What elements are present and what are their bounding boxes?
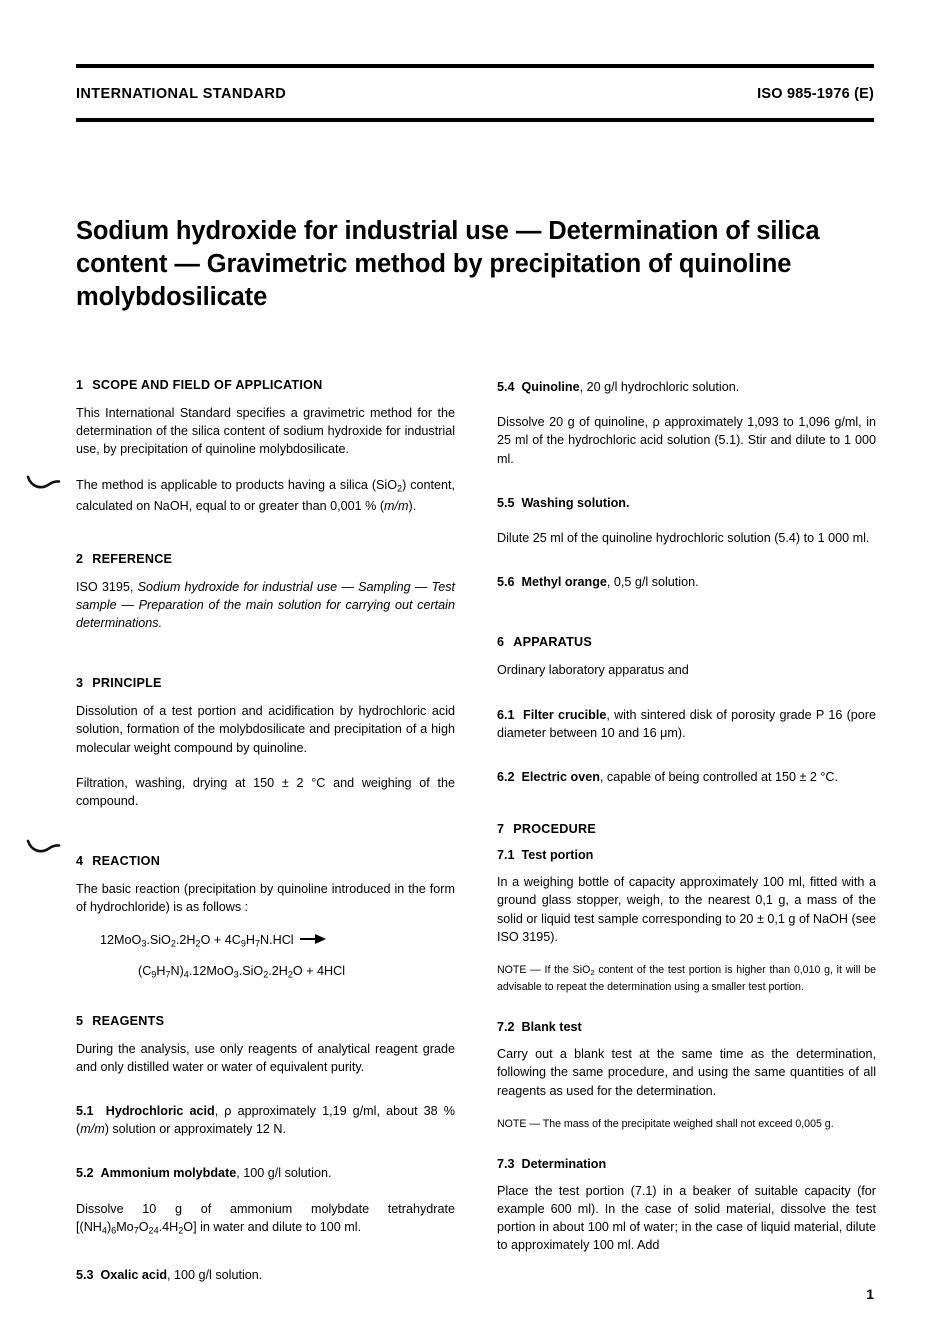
italic-run: Sodium hydroxide for industrial use — Sampling — Test sample — Preparation of the main solution for carrying out certain determinations. [76, 579, 455, 630]
note-7-2: NOTE — The mass of the precipitate weighed shall not exceed 0,005 g. [497, 1117, 834, 1130]
reagent-item-5-2 [76, 1164, 455, 1182]
paragraph-principle-1: Dissolution of a test portion and acidification by hydrochloric acid solution, formation of the molybdosilicate and precipitation of a high molecular weight compound by quinoline. [76, 704, 455, 755]
reagent-item-5-3 [76, 1266, 455, 1284]
reagent-item-5-5 [497, 494, 876, 512]
item-name: Methyl orange [521, 575, 607, 590]
reagent-item-5-1 [76, 1102, 455, 1138]
section-number: 7 [497, 822, 505, 837]
section-heading-1 [76, 378, 455, 392]
text-run: NOTE — If the SiO [497, 964, 591, 977]
item-name: Filter crucible [523, 707, 607, 722]
paragraph-7-3-body: Place the test portion (7.1) in a beaker of suitable capacity (for example 600 ml). In the case of solid material, dissolve the test portion in about 100 ml of water; in the case of liquid material, dilute to approximately 100 ml. Add [497, 1183, 876, 1253]
paragraph-7-1-body: In a weighing bottle of capacity approximately 100 ml, fitted with a ground glass stopper, weigh, to the nearest 0,1 g, a mass of the solid or liquid test sample corresponding to 20 ± 0,1 g of NaOH (see ISO 3195). [497, 875, 876, 944]
header-row [76, 68, 874, 118]
header-standard-number: ISO 985-1976 (E) [757, 86, 874, 102]
section-heading-4 [76, 854, 455, 868]
subscript: 2 [397, 483, 403, 494]
item-number: 5.5 [497, 495, 515, 510]
text-run: , 20 g/l hydrochloric solution. [579, 380, 740, 394]
item-name: Hydrochloric acid [105, 1104, 215, 1119]
item-name: Oxalic acid [100, 1267, 168, 1282]
text-run: , with sintered disk of porosity grade P 16 (pore diameter between 10 and 16 μm). [497, 707, 876, 740]
header-rule-bottom [76, 118, 874, 122]
subscript: 2 [590, 968, 595, 978]
text-run: , 100 g/l solution. [236, 1166, 332, 1181]
section-number: 1 [76, 378, 84, 392]
text-run: content of the test portion is higher than 0,010 g, it will be advisable to repeat the determination using a smaller test portion. [497, 964, 876, 994]
section-heading-6 [497, 635, 876, 649]
page-header [76, 64, 874, 122]
section-number: 5 [76, 1013, 84, 1028]
item-number: 5.6 [497, 575, 515, 590]
paragraph-5-5-body: Dilute 25 ml of the quinoline hydrochloric solution (5.4) to 1 000 ml. [497, 531, 870, 546]
subsection-title: Determination [521, 1156, 607, 1171]
section-heading-3 [76, 676, 455, 690]
italic-run: m/m [384, 499, 409, 514]
section-number: 4 [76, 854, 84, 869]
paragraph-principle-2: Filtration, washing, drying at 150 ± 2 °C and weighing of the compound. [76, 775, 455, 808]
section-title: REAGENTS [92, 1013, 165, 1028]
section-heading-7 [497, 822, 876, 836]
text-run: ISO 3195, [76, 579, 138, 594]
paragraph-scope-2 [76, 476, 455, 516]
paragraph-reagents-intro: During the analysis, use only reagents of analytical reagent grade and only distilled water or water of equivalent purity. [76, 1041, 455, 1074]
two-column-body [76, 378, 876, 1301]
subsection-number: 7.2 [497, 1020, 515, 1035]
page-title: Sodium hydroxide for industrial use — Determination of silica content — Gravimetric method by precipitation of quinoline molybdosilicate [76, 217, 820, 312]
paragraph-reference [76, 578, 455, 633]
item-number: 5.2 [76, 1166, 94, 1181]
section-number: 2 [76, 551, 84, 566]
item-number: 6.1 [497, 707, 515, 722]
italic-run: m/m [80, 1122, 105, 1137]
reagent-item-5-4 [497, 378, 876, 396]
text-run: , capable of being controlled at 150 ± 2 °C. [599, 770, 839, 785]
subsection-heading-7-2 [497, 1020, 876, 1034]
item-name: Ammonium molybdate [100, 1166, 237, 1181]
paragraph-scope-1: This International Standard specifies a gravimetric method for the determination of the silica content of sodium hydroxide for industrial use, by precipitation of quinoline molybdosilicate. [76, 406, 455, 457]
pen-squiggle-icon [26, 472, 66, 492]
item-name: Quinoline [521, 380, 580, 394]
paragraph-5-4-body: Dissolve 20 g of quinoline, ρ approximately 1,093 to 1,096 g/ml, in 25 ml of the hydrochloric acid solution (5.1). Stir and dilute to 1 000 ml. [497, 415, 876, 466]
section-title: SCOPE AND FIELD OF APPLICATION [92, 378, 323, 392]
section-heading-5 [76, 1014, 455, 1028]
page-number: 1 [866, 1286, 874, 1302]
paragraph-apparatus-intro: Ordinary laboratory apparatus and [497, 663, 689, 678]
text-run: , ρ approximately 1,19 g/ml, about 38 % ( [76, 1104, 455, 1137]
paragraph-reaction-intro: The basic reaction (precipitation by quinoline introduced in the form of hydrochloride) is as follows : [76, 882, 455, 915]
text-run: ). [408, 499, 417, 514]
chemical-equation [76, 930, 455, 986]
text-run: ) solution or approximately 12 N. [104, 1122, 286, 1137]
section-heading-2 [76, 552, 455, 566]
left-column [76, 378, 455, 1301]
apparatus-item-6-1 [497, 706, 876, 742]
text-run: , 0,5 g/l solution. [606, 575, 699, 590]
section-number: 6 [497, 635, 505, 650]
item-number: 5.3 [76, 1267, 94, 1282]
item-number: 5.4 [497, 380, 515, 394]
right-column [497, 378, 876, 1301]
equation-line-products: $(C_9H_7N)_4.12MoO_3.SiO_2.2H_2O + 4HCl$ [138, 964, 346, 980]
header-standard-label: INTERNATIONAL STANDARD [76, 86, 287, 102]
text-run: The method is applicable to products having a silica (SiO [76, 477, 398, 492]
apparatus-item-6-2 [497, 768, 876, 786]
subsection-number: 7.1 [497, 848, 515, 863]
text-run: ) content, calculated on NaOH, equal to or greater than 0,001 % ( [76, 477, 455, 514]
item-name: Electric oven [521, 770, 600, 785]
section-title: PROCEDURE [513, 822, 596, 837]
item-number: 6.2 [497, 770, 515, 785]
section-title: APPARATUS [513, 635, 593, 650]
pen-squiggle-icon [26, 836, 66, 856]
item-name: Washing solution. [521, 495, 630, 510]
item-number: 5.1 [76, 1104, 94, 1119]
reaction-arrow-icon [300, 934, 326, 943]
reagent-item-5-6 [497, 573, 876, 591]
paragraph-5-2-body: Dissolve 10 g of ammonium molybdate tetrahydrate $[(NH_4)_6Mo_7O_{24}.4H_2O]$ in water and dilute to 100 ml. [76, 1201, 455, 1236]
subsection-title: Blank test [521, 1020, 582, 1035]
note-7-1 [497, 963, 876, 995]
equation-line-reactants: $12MoO_3.SiO_2.2H_2O + 4C_9H_7N.HCl$ [76, 930, 455, 955]
subsection-heading-7-1 [497, 848, 876, 862]
subsection-number: 7.3 [497, 1156, 515, 1171]
paragraph-7-2-body: Carry out a blank test at the same time as the determination, following the same procedure, and using the same quantities of all reagents as used for the determination. [497, 1047, 876, 1098]
subsection-title: Test portion [521, 848, 594, 863]
section-title: REFERENCE [92, 551, 173, 566]
section-title: PRINCIPLE [92, 676, 162, 691]
text-run: , 100 g/l solution. [167, 1267, 263, 1282]
section-number: 3 [76, 676, 84, 691]
section-title: REACTION [92, 854, 161, 869]
subsection-heading-7-3 [497, 1157, 876, 1171]
